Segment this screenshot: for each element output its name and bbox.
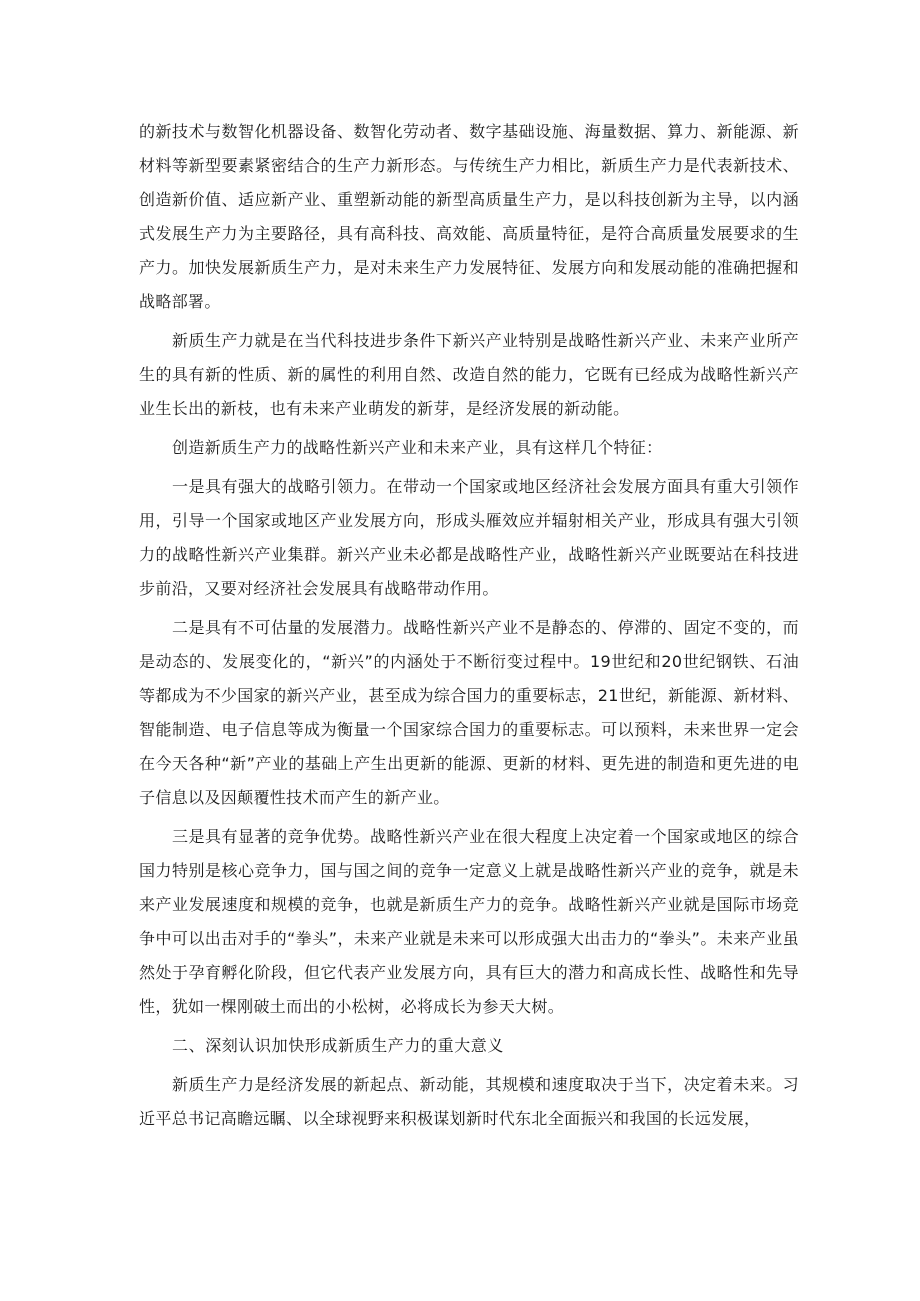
paragraph-competitive-advantage: 三是具有显著的竞争优势。战略性新兴产业在很大程度上决定着一个国家或地区的综合国力特别是核心竞争力，国与国之间的竞争一定意义上就是战略性新兴产业的竞争，就是未来产业发展速度和规模的竞争，也就是新质生产力的竞争。战略性新兴产业就是国际市场竞争中可以出击对手的“拳头”，未来产业就是未来可以形成强大出击力的“拳头”。未来产业虽然处于孕育孵化阶段，但它代表产业发展方向，具有巨大的潜力和高成长性、战略性和先导性，犹如一棵刚破土而出的小松树，必将成长为参天大树。 bbox=[139, 827, 799, 1016]
paragraph-strategic-leadership: 一是具有强大的战略引领力。在带动一个国家或地区经济社会发展方面具有重大引领作用，引导一个国家或地区产业发展方向，形成头雁效应并辐射相关产业，形成具有强大引领力的战略性新兴产业集群。新兴产业未必都是战略性产业，战略性新兴产业既要站在科技进步前沿，又要对经济社会发展具有战略带动作用。 bbox=[139, 477, 799, 598]
paragraph-development-potential: 二是具有不可估量的发展潜力。战略性新兴产业不是静态的、停滞的、固定不变的，而是动态的、发展变化的，“新兴”的内涵处于不断衍变过程中。19世纪和20世纪钢铁、石油等都成为不少国家的新兴产业，甚至成为综合国力的重要标志，21世纪，新能源、新材料、智能制造、电子信息等成为衡量一个国家综合国力的重要标志。可以预料，未来世界一定会在今天各种“新”产业的基础上产生出更新的能源、更新的材料、更先进的制造和更先进的电子信息以及因颠覆性技术而产生的新产业。 bbox=[139, 618, 799, 807]
paragraph-new-productive-forces-definition: 的新技术与数智化机器设备、数智化劳动者、数字基础设施、海量数据、算力、新能源、新材料等新型要素紧密结合的生产力新形态。与传统生产力相比，新质生产力是代表新技术、创造新价值、适应新产业、重塑新动能的新型高质量生产力，是以科技创新为主导，以内涵式发展生产力为主要路径，具有高科技、高效能、高质量特征，是符合高质量发展要求的生产力。加快发展新质生产力，是对未来生产力发展特征、发展方向和发展动能的准确把握和战略部署。 bbox=[139, 122, 799, 311]
document-page bbox=[139, 115, 799, 1141]
paragraph-emerging-industries-capability: 新质生产力就是在当代科技进步条件下新兴产业特别是战略性新兴产业、未来产业所产生的具有新的性质、新的属性的利用自然、改造自然的能力，它既有已经成为战略性新兴产业生长出的新枝，也有未来产业萌发的新芽，是经济发展的新动能。 bbox=[139, 331, 799, 418]
paragraph-significance-intro: 新质生产力是经济发展的新起点、新动能，其规模和速度取决于当下，决定着未来。习近平总书记高瞻远瞩、以全球视野来积极谋划新时代东北全面振兴和我国的长远发展， bbox=[139, 1075, 799, 1128]
paragraph-characteristics-intro: 创造新质生产力的战略性新兴产业和未来产业，具有这样几个特征： bbox=[172, 438, 663, 457]
section-heading: 二、深刻认识加快形成新质生产力的重大意义 bbox=[172, 1036, 505, 1055]
